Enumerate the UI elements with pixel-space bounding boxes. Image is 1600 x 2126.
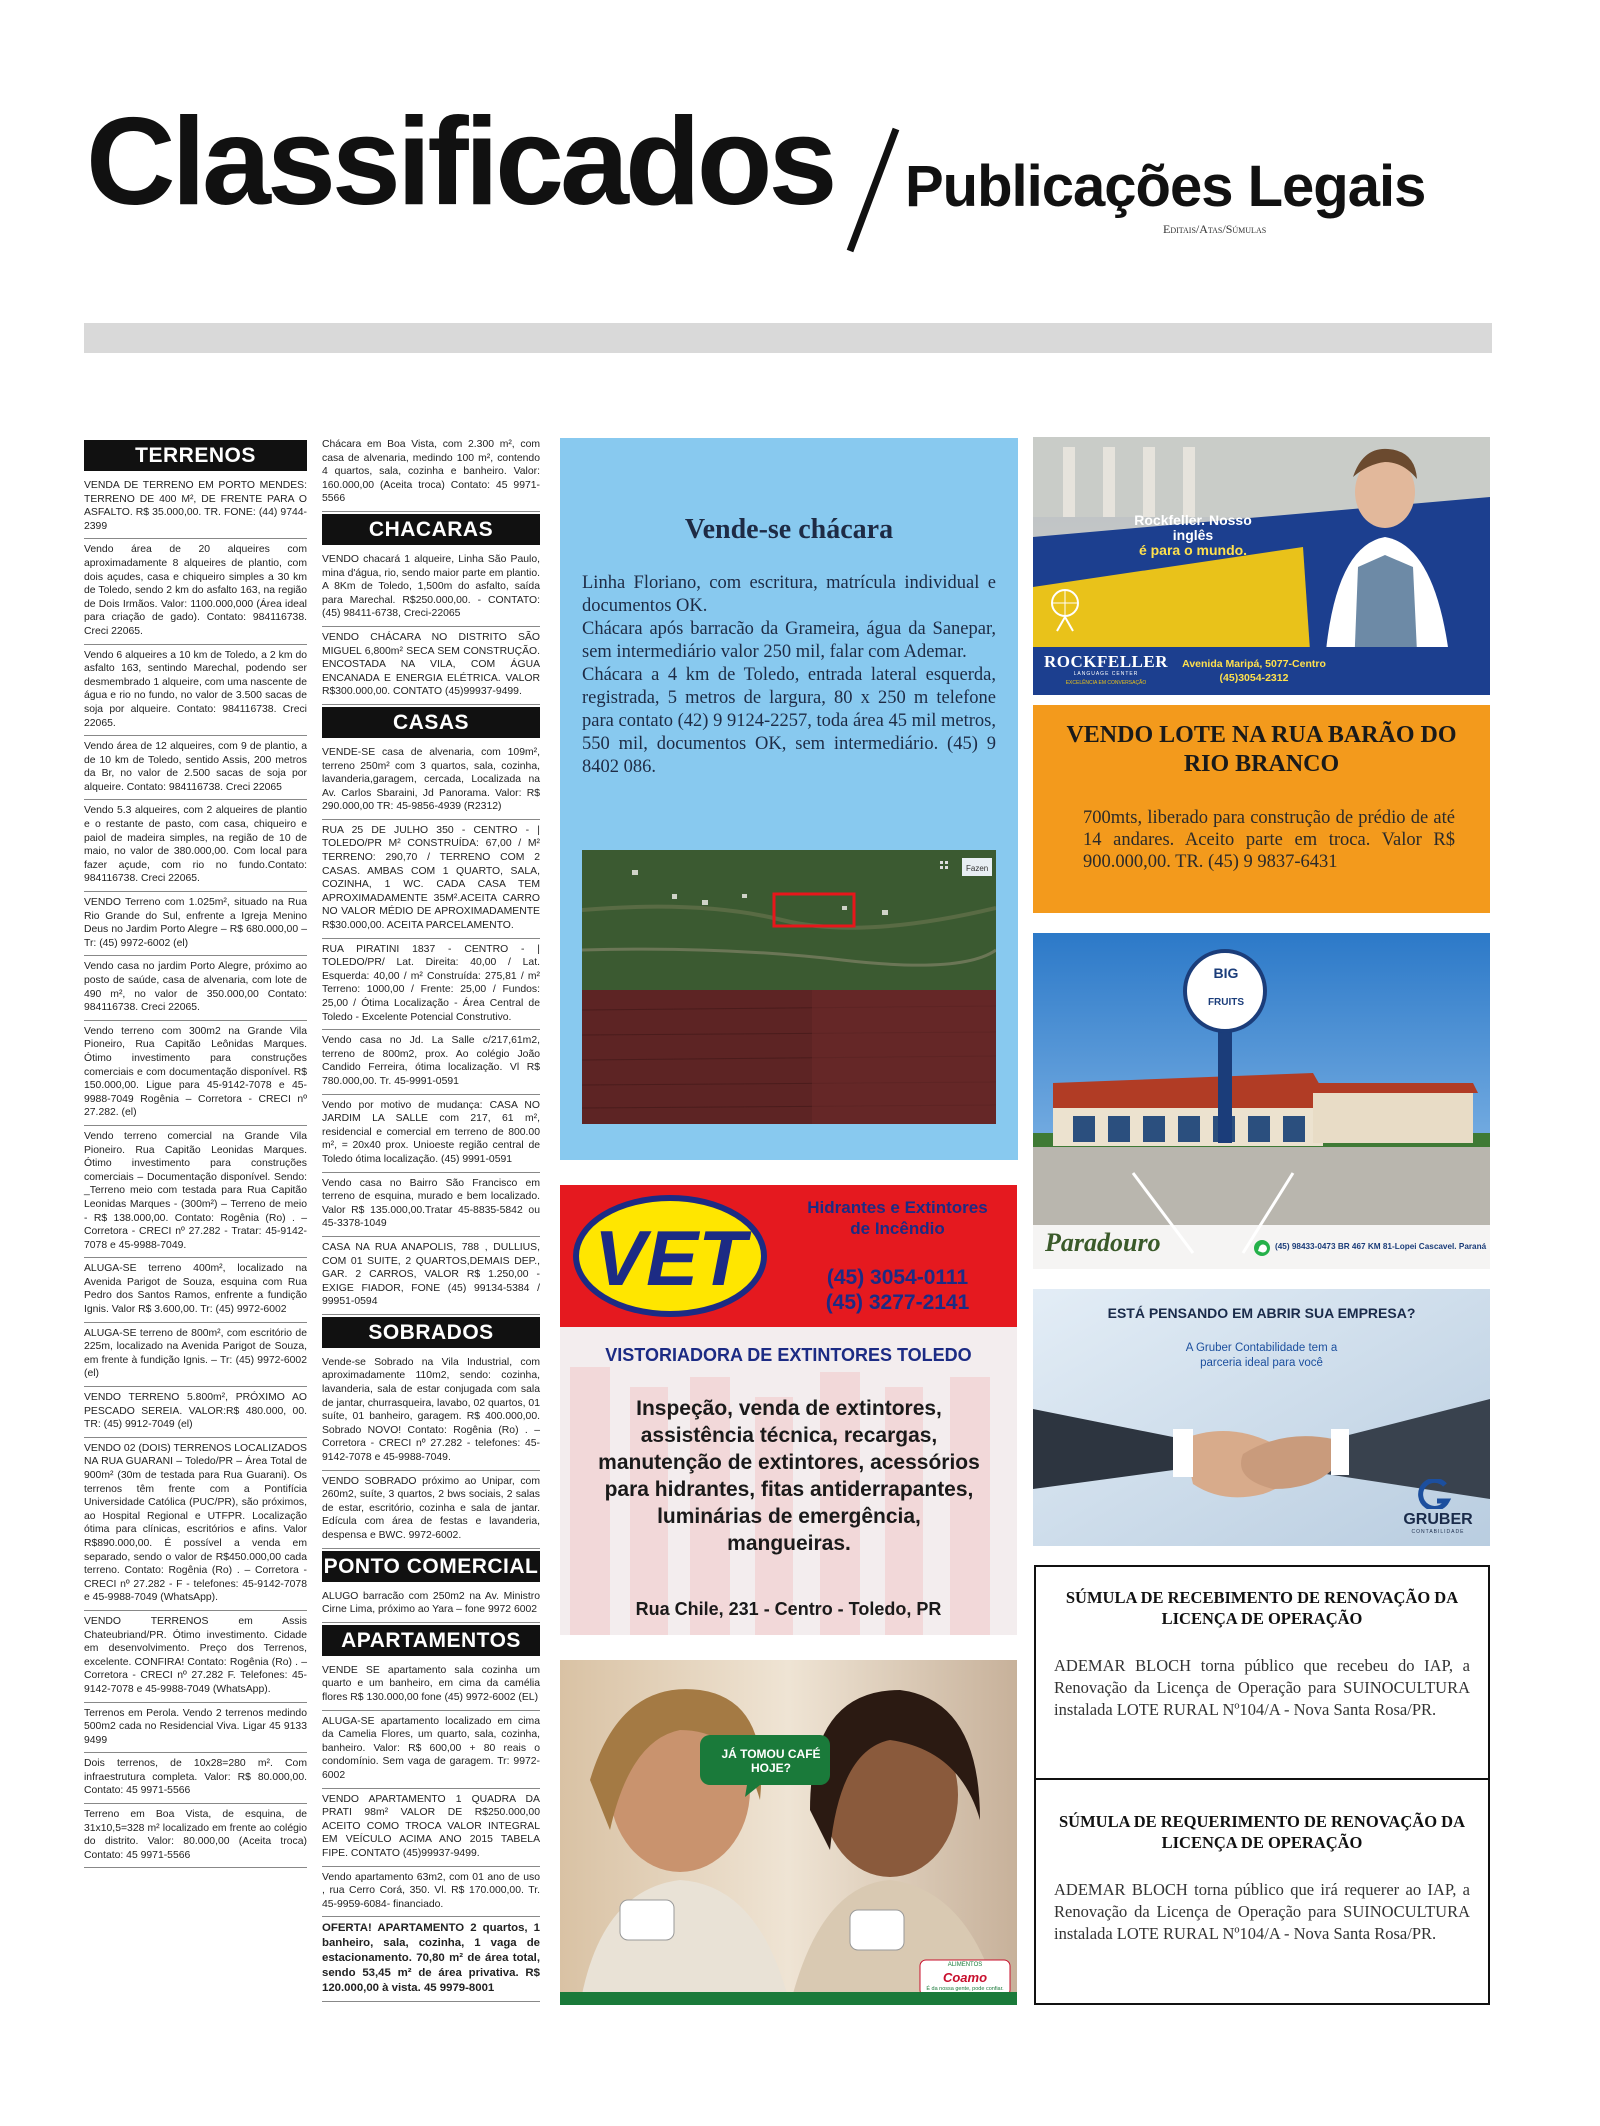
classified-ad: RUA 25 DE JULHO 350 - CENTRO - | TOLEDO/PR M² CONSTRUÍDA: 67,00 / M² TERRENO: 290,70 / TERRENO COM 2 CASAS. AMBAS COM 1 QUARTO, SALA, COZINHA, 1 WC. CADA CASA TEM APROXIMADAMENTE 35M².ACEITA CARRO NO VALOR MÉDIO DE APROXIMADAMENTE R$30.000,00. ACEITA PARCELAMENTO. <box>322 820 540 939</box>
ad-vendo-lote <box>1033 705 1490 913</box>
classified-column-2 <box>322 438 540 2002</box>
classified-ad: VENDO APARTAMENTO 1 QUADRA DA PRATI 98m² VALOR DE R$250.000,00 ACEITO COMO TROCA VALOR INTEGRAL EM VEÍCULO ACIMA ANO 2015 TABELA FIPE. CONTATO (45)99937-9499. <box>322 1789 540 1867</box>
rockfeller-atlas-icon <box>1045 587 1085 637</box>
terrenos-list <box>84 475 307 1868</box>
rockfeller-contact <box>1169 657 1339 685</box>
ad-vet-extintores <box>560 1185 1017 1327</box>
gruber-line-1: A Gruber Contabilidade tem a <box>1185 1342 1338 1354</box>
ad-vende-chacara <box>560 438 1018 1160</box>
ad-chacara-text <box>582 572 996 779</box>
classified-ad: VENDO CHÁCARA NO DISTRITO SÃO MIGUEL 6,800m² SECA SEM CONSTRUÇÃO. ENCOSTADA NA VILA, COM ÁGUA ENCANADA E ENERGIA ELÉTRICA. VALOR R$300.000,00. CONTATO (45)99937-9499. <box>322 627 540 705</box>
classified-ad: Terreno em Boa Vista, de esquina, de 31x10,5=328 m² localizado em frente ao colégio do distrito. Valor: 80.000,00 (Aceita troca) Contato: 45 9971-5566 <box>84 1804 307 1868</box>
classified-ad: Vendo apartamento 63m2, com 01 ano de uso , rua Cerro Corá, 350. Vl. R$ 170.000,00. Tr. 45-9959-6084- financiado. <box>322 1867 540 1918</box>
section-divider-bar <box>84 323 1492 353</box>
masthead-slash <box>838 125 908 255</box>
gruber-logo: GRUBER <box>1403 1511 1473 1528</box>
classified-ad: Vendo por motivo de mudança: CASA NO JARDIM LA SALLE com 217, 61 m², residencial e comercial em terreno de 800.00 m², = 20x40 prox. Unioeste região central de Toledo ótima localização. (45) 9991-0591 <box>322 1095 540 1173</box>
ad-rockfeller <box>1033 437 1490 695</box>
vet-line1: Hidrantes e Extintores <box>807 1198 988 1217</box>
classified-ad: Chácara em Boa Vista, com 2.300 m², com casa de alvenaria, medindo 100 m², contendo 4 quartos, sala, cozinha e banheiro. Valor: 160.000,00 (Aceita troca) Contato: 45 9971-5566 <box>322 438 540 512</box>
classified-ad: Vendo área de 20 alqueires com aproximadamente 8 alqueires de plantio, com dois açudes, casa e chiqueiro simples a 30 km de Toledo, sendo 2 km do asfalto 163, na região de Dois Irmãos. Valor: 1100.000,000 (Área ideal para criação de gado). Contato: 984116738. Creci 22065. <box>84 539 307 644</box>
ad-paradouro <box>1033 933 1490 1269</box>
coffee-women-photo <box>560 1660 1017 2005</box>
classified-ad: Terrenos em Perola. Vendo 2 terrenos medindo 500m2 cada no Residencial Viva. Ligar 45 9133 9499 <box>84 1703 307 1754</box>
classified-ad: Vendo casa no Bairro São Francisco em terreno de esquina, murado e bem localizado. Valor R$ 135.000,00.Tratar 45-8835-5842 ou 45-3378-1049 <box>322 1173 540 1237</box>
bigfruits-sign-top: BIG <box>1213 965 1239 981</box>
classified-ad: ALUGA-SE apartamento localizado em cima da Camelia Flores, um quarto, sala, cozinha, banheiro. Valor: R$ 600,00 + 80 reais o condomínio. Sem vaga de garagem. Tr: 9972-6002 <box>322 1711 540 1789</box>
ad-chacara-line: Chácara após barracão da Grameira, água da Sanepar, sem intermediário valor 250 mil, falar com Ademar. <box>582 619 996 662</box>
ponto-list <box>322 1586 540 1623</box>
cafe-bubble-text: JÁ TOMOU CAFÉ HOJE? <box>721 1747 821 1775</box>
casas-list <box>322 742 540 1315</box>
masthead-title: Classificados <box>86 93 834 231</box>
rockfeller-logo-tagline: EXCELÊNCIA EM CONVERSAÇÃO <box>1065 680 1147 686</box>
classified-ad: VENDO TERRENOS em Assis Chateubriand/PR. Ótimo investimento. Cidade em desenvolvimento. Preço dos Terrenos, excelente. CONFIRA! Contato: Rogênia (Ro) . – Corretora - CRECI nº 27.282 F. Telefones: 45-9142-7078 e 45-9988-7049 (WhatsApp). <box>84 1611 307 1703</box>
vet-phones <box>785 1265 1010 1315</box>
section-header-terrenos: TERRENOS <box>84 440 307 471</box>
masthead-small: Editais/Atas/Súmulas <box>1163 222 1267 236</box>
section-header-chacaras: CHACARAS <box>322 514 540 545</box>
rockfeller-address: Avenida Maripá, 5077-Centro <box>1182 658 1326 670</box>
section-header-casas: CASAS <box>322 707 540 738</box>
sobrados-list <box>322 1352 540 1549</box>
classified-ad: ALUGA-SE terreno 400m², localizado na Avenida Parigot de Souza, esquina com Rua Pedro dos Santos Ramos, enfrente a fundição Ignis. Valor R$ 3.600,00. Tr: (45) 9972-6002 <box>84 1258 307 1322</box>
ad-chacara-line: Chácara a 4 km de Toledo, entrada lateral esquerda, registrada, 5 metros de largura, 80 x 250 m telefone para contato (42) 9 9124-2257, toda área 45 mil metros, 550 mil, documentos OK, sem intermediário. (45) 9 8402 086. <box>582 665 996 777</box>
classified-ad: Dois terrenos, de 10x28=280 m². Com infraestrutura completa. Valor: R$ 80.000,00. Contato: 45 9971-5566 <box>84 1753 307 1804</box>
classified-ad: ALUGO barracão com 250m2 na Av. Ministro Cirne Lima, próximo ao Yara – fone 9972 6002 <box>322 1586 540 1623</box>
vet-description <box>785 1197 1010 1239</box>
rockfeller-logo-sub: LANGUAGE CENTER <box>1073 671 1139 677</box>
classified-ad: Vendo casa no Jd. La Salle c/217,61m2, terreno de 800m2, prox. Ao colégio João Candido Ferreira, ótima localização. Vl R$ 780.000,00. Tr. 45-9991-0591 <box>322 1030 540 1094</box>
section-header-apartamentos: APARTAMENTOS <box>322 1625 540 1656</box>
classified-ad: Vendo casa no jardim Porto Alegre, próximo ao posto de saúde, casa de alvenaria, com lote de 490 m², no valor de 350.000,00 Contato: 984116738. Creci 22065. <box>84 956 307 1020</box>
vet-phone-1: (45) 3054-0111 <box>826 1266 969 1289</box>
classified-ad: Vende-se Sobrado na Vila Industrial, com aproximadamente 110m2, sendo: cozinha, lavanderia, sala de estar conjugada com sala de jantar, churrasqueira, lavabo, 02 quartos, 01 suíte, 01 banheiro, garagem. R$ 400.000,00. Sobrado NOVO! Contato: Rogênia (Ro) . – Corretora - CRECI nº 27.282 - telefones: 45-9142-7078 e 45-9988-7049. <box>322 1352 540 1471</box>
map-button: Fazen <box>966 864 989 873</box>
vistoria-address: Rua Chile, 231 - Centro - Toledo, PR <box>635 1599 942 1619</box>
classified-ad: ALUGA-SE terreno de 800m², com escritório de 225m, localizado na Avenida Parigot de Souza, em frente à fundição Ignis. – Tr: (45) 9972-6002 (el) <box>84 1323 307 1387</box>
paradouro-contact: (45) 98433-0473 BR 467 KM 81-Lopei Cascavel. Paraná <box>1275 1242 1487 1251</box>
satellite-map-image <box>582 850 996 1124</box>
classified-ad: VENDE SE apartamento sala cozinha um quarto e um banheiro, em cima da camélia flores R$ 130.000,00 fone (45) 9972-6002 (EL) <box>322 1660 540 1711</box>
ad-chacara-line: Linha Floriano, com escritura, matrícula individual e documentos OK. <box>582 573 996 616</box>
vistoria-body: Inspeção, venda de extintores, assistência técnica, recargas, manutenção de extintores, acessórios para hidrantes, fitas antiderrapantes, luminárias de emergência, mangueiras. <box>598 1397 980 1555</box>
classified-ad: OFERTA! APARTAMENTO 2 quartos, 1 banheiro, sala, cozinha, 1 vaga de estacionamento. 70,80 m² de área total, sendo 53,45 m² de área privativa. R$ 120.000,00 à vista. 45 9979-8001 <box>322 1917 540 2002</box>
rockfeller-slogan <box>1113 513 1273 558</box>
masthead-subtitle: Publicações Legais <box>905 154 1426 219</box>
classified-ad: Vendo 5.3 alqueires, com 2 alqueires de plantio e o restante de pasto, com casa, chiqueiro e paiol de madeira simples, na região de 10 de maio, no valor de 380.000,00. Com local para fazer açude, com rio no fundo.Contato: 984116738. Creci 22065. <box>84 800 307 892</box>
ad-coamo-cafe <box>560 1660 1017 2005</box>
apartamentos-list <box>322 1660 540 2003</box>
classified-ad: Vendo 6 alqueires a 10 km de Toledo, a 2 km do asfalto 163, sentindo Marechal, podendo ser desmembrado 1 alqueire, com uma nascente de água e rio no fundo, no valor de 3.500 sacas de soja por alqueire. Contato: 984116738. Creci 22065. <box>84 645 307 737</box>
classified-ad: VENDO chacará 1 alqueire, Linha São Paulo, mina d'água, rio, sendo maior parte em plantio. A 8Km de Toledo, 1,500m do asfalto, saída para Marechal. R$250.000,00. - CONTATO: (45) 98411-6738, Creci-22065 <box>322 549 540 627</box>
vet-phone-2: (45) 3277-2141 <box>825 1291 970 1314</box>
rockfeller-phone: (45)3054-2312 <box>1219 672 1289 684</box>
coamo-tagline: É da nossa gente, pode confiar. <box>926 1986 1004 1992</box>
bigfruits-sign-bottom: FRUITS <box>1207 997 1245 1008</box>
vet-line2: de Incêndio <box>850 1219 945 1238</box>
coamo-logo-top: ALIMENTOS <box>947 1962 983 1968</box>
chacaras-list <box>322 549 540 705</box>
sumula-divider <box>1036 1778 1488 1780</box>
sumula-1-body: ADEMAR BLOCH torna público que recebeu do IAP, a Renovação da Licença de Operação para SUINOCULTURA instalada LOTE RURAL Nº104/A - Nova Santa Rosa/PR. <box>1054 1656 1470 1719</box>
rockfeller-slogan-1: Rockfeller. Nosso inglês <box>1134 512 1252 543</box>
sumula-2-body: ADEMAR BLOCH torna público que irá requerer ao IAP, a Renovação da Licença de Operação para SUINOCULTURA instalada LOTE RURAL Nº104/A - Nova Santa Rosa/PR. <box>1054 1880 1470 1943</box>
classified-ad: Vendo terreno comercial na Grande Vila Pioneiro. Rua Capitão Leonidas Marques. Ótimo investimento para construções comerciais – Documentação disponível. Sendo: _Terreno meio com testada para Rua Capitão Leonidas Marques - (300m²) – Terreno de meio - R$ 138.000,00. Contato: Rogênia (Ro) . – Corretora - CRECI nº 27.282 - Tratar: 45-9142-7078 e 45-9988-7049. <box>84 1126 307 1258</box>
section-header-ponto-comercial: PONTO COMERCIAL <box>322 1551 540 1582</box>
gruber-logo-sub: CONTABILIDADE <box>1411 1529 1465 1535</box>
classified-ad: VENDE-SE casa de alvenaria, com 109m², terreno 250m² com 3 quartos, sala, cozinha, lavanderia,garagem, cercada, Localizada na Av. Carlos Sbaraini, Jd Panorama. Valor: R$ 290.000,00 TR: 45-9856-4939 (R2312) <box>322 742 540 820</box>
ad-vistoriadora <box>560 1327 1017 1635</box>
sumula-1-title: SÚMULA DE RECEBIMENTO DE RENOVAÇÃO DA LICENÇA DE OPERAÇÃO <box>1065 1588 1459 1628</box>
sumulas-box <box>1034 1565 1490 2005</box>
rockfeller-logo: ROCKFELLER <box>1043 652 1169 671</box>
classified-ad: RUA PIRATINI 1837 - CENTRO - | TOLEDO/PR/ Lat. Direita: 40,00 / Lat. Esquerda: 40,00 / m² Construída: 275,81 / m² Terreno: 1000,00 / Frente: 25,00 / Fundos: 25,00 / Ótima Localização - Área Central de Toledo - Excelente Potencial Construtivo. <box>322 939 540 1031</box>
classified-ad: VENDO TERRENO 5.800m², PRÓXIMO AO PESCADO SEREIA. VALOR:R$ 480.000, 00. TR: (45) 9912-7049 (el) <box>84 1387 307 1438</box>
classified-ad: Vendo área de 12 alqueires, com 9 de plantio, a de 10 km de Toledo, sentido Assis, 200 metros da Br, no valor de 2.500 sacas de soja por alqueire. Contato: 984116738. Creci 22065 <box>84 736 307 800</box>
gruber-line-2: parceria ideal para você <box>1200 1357 1323 1369</box>
coamo-logo: Coamo <box>942 1970 988 1985</box>
paradouro-logo: Paradouro <box>1045 1228 1161 1257</box>
classified-ad: VENDO 02 (DOIS) TERRENOS LOCALIZADOS NA RUA GUARANI – Toledo/PR – Área Total de 900m² (30m de testada para Rua Guarani). Os terrenos têm frente com a Pontifícia Universidade Católica (PUC/PR), são próximos, ao Hospital Regional e UTFPR. Localização ótima para clínicas, escritórios e afins. Valor R$890.000,00. É possível a venda em separado, sendo o valor de R$450.000,00 cada terreno. Contato: Rogênia (Ro) . – Corretora - CRECI nº 27.282 - F - telefones: 45-9142-7078 e 45-9988-7049 (WhatsApp). <box>84 1438 307 1611</box>
ad-chacara-title: Vende-se chácara <box>684 514 894 545</box>
vistoria-title: VISTORIADORA DE EXTINTORES TOLEDO <box>605 1345 972 1365</box>
gruber-logo-icon <box>1415 1479 1455 1509</box>
vet-logo <box>572 1193 767 1319</box>
gruber-text <box>1133 1341 1390 1371</box>
classified-ad: VENDA DE TERRENO EM PORTO MENDES: TERRENO DE 400 M², DE FRENTE PARA O ASFALTO. R$ 35.000,00. TR. FONE: (44) 9744-2399 <box>84 475 307 539</box>
ad-lote-title: VENDO LOTE NA RUA BARÃO DO RIO BRANCO <box>1066 722 1457 777</box>
ad-gruber-contabilidade <box>1033 1289 1490 1546</box>
classified-ad: VENDO SOBRADO próximo ao Unipar, com 260m2, suíte, 3 quartos, 2 bws sociais, 2 salas de estar, escritório, cozinha e sala de jantar. Edícula com área de festas e lavanderia, despensa e BWC. 9972-6002. <box>322 1471 540 1549</box>
gruber-question: ESTÁ PENSANDO EM ABRIR SUA EMPRESA? <box>1107 1305 1416 1321</box>
classified-ad: VENDO Terreno com 1.025m², situado na Rua Rio Grande do Sul, enfrente a Igreja Menino Deus no Jardim Porto Alegre – R$ 680.000,00 – Tr: (45) 9972-6002 (el) <box>84 892 307 956</box>
paradouro-photo <box>1033 933 1490 1269</box>
classified-ad: Vendo terreno com 300m2 na Grande Vila Pioneiro, Rua Capitão Leônidas Marques. Ótimo investimento para construções comerciais e com documentação disponível. R$ 150.000,00. Ligue para 45-9142-7078 e 45-9988-7049 Rogênia – Corretora - CRECI nº 27.282. (el) <box>84 1021 307 1126</box>
svg-text:VET: VET <box>594 1214 746 1302</box>
ad-lote-body: 700mts, liberado para construção de prédio de até 14 andares. Aceito parte em troca. Valor R$ 900.000,00. TR. (45) 9 9837-6431 <box>1083 808 1455 872</box>
rockfeller-slogan-2: é para o mundo. <box>1138 542 1248 558</box>
classified-ad: CASA NA RUA ANAPOLIS, 788 , DULLIUS, COM 01 SUITE, 2 QUARTOS,DEMAIS DEP., GAR. 2 CARROS, VALOR R$ 1.250,00 - EXIGE FIADOR, FONE (45) 99134-5384 / 99951-0594 <box>322 1237 540 1315</box>
section-header-sobrados: SOBRADOS <box>322 1317 540 1348</box>
sumula-2-title: SÚMULA DE REQUERIMENTO DE RENOVAÇÃO DA LICENÇA DE OPERAÇÃO <box>1059 1812 1465 1852</box>
classified-column-1 <box>84 438 307 1868</box>
whatsapp-icon <box>1253 1239 1271 1257</box>
